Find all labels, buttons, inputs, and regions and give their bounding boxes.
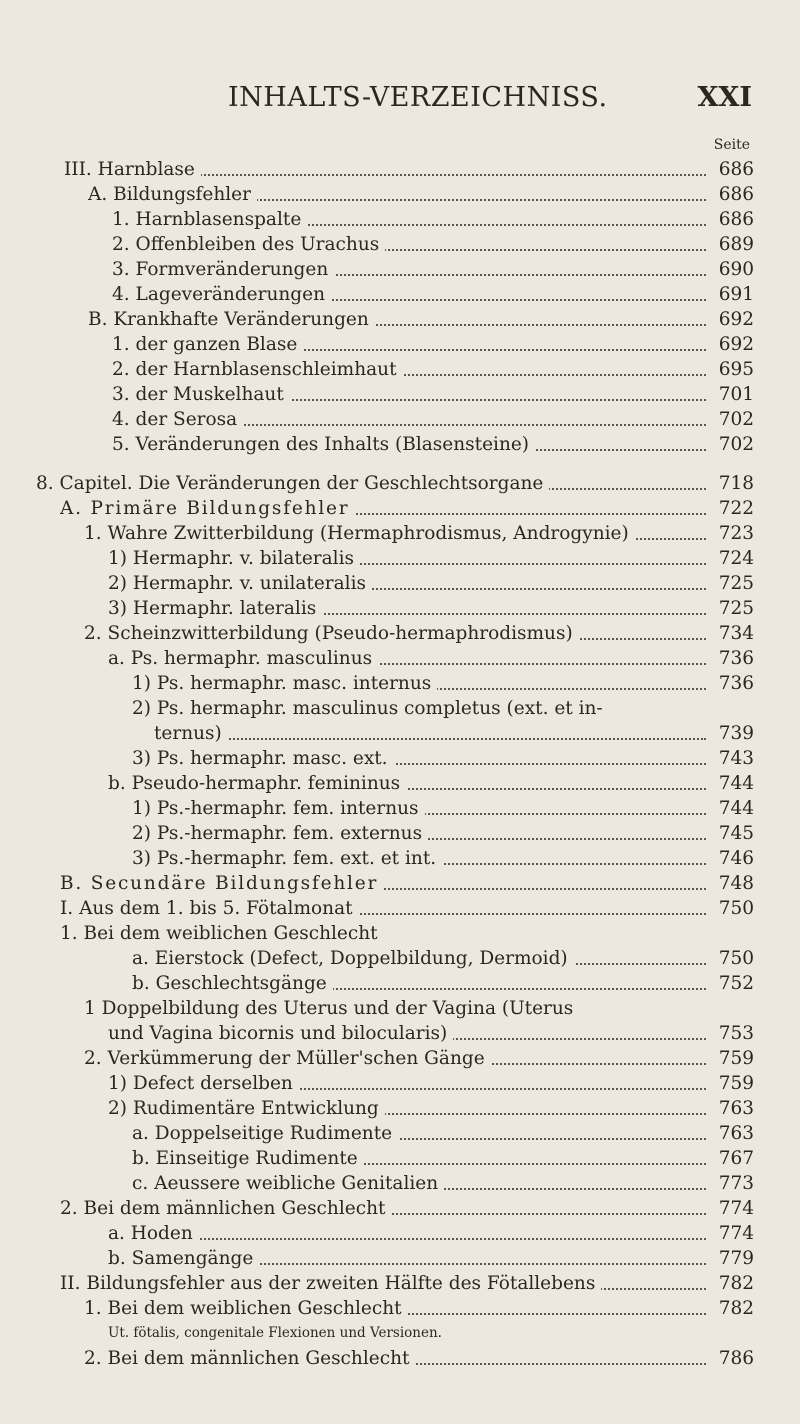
toc-entry: 3) Hermaphr. lateralis 725 [108, 598, 754, 619]
toc-entry: 1) Ps. hermaphr. masc. internus 736 [132, 673, 754, 694]
toc-entry: 4. Lageveränderungen 691 [112, 284, 754, 305]
toc-chapter: 8. Capitel. Die Veränderungen der Geschlechtsorgane 718 [36, 473, 754, 494]
toc-entry: 2) Hermaphr. v. unilateralis 725 [108, 573, 754, 594]
toc-entry: 2) Ps.-hermaphr. fem. externus 745 [132, 823, 754, 844]
toc-entry-continuation: und Vagina bicornis und bilocularis) 753 [108, 1023, 754, 1044]
toc-entry: 1 Doppelbildung des Uterus und der Vagina (Uterus [84, 996, 754, 1021]
toc-entry: 2. Verkümmerung der Müller'schen Gänge 759 [84, 1048, 754, 1069]
toc-entry: b. Pseudo-hermaphr. femininus 744 [108, 773, 754, 794]
toc-entry: 1. Harnblasenspalte 686 [112, 209, 754, 230]
toc-entry: c. Aeussere weibliche Genitalien 773 [132, 1173, 754, 1194]
toc-entry: 2. Bei dem männlichen Geschlecht 774 [60, 1198, 754, 1219]
toc-entry: 1) Defect derselben 759 [108, 1073, 754, 1094]
toc-entry: B. Krankhafte Veränderungen 692 [88, 309, 754, 330]
toc-entry: a. Ps. hermaphr. masculinus 736 [108, 648, 754, 669]
toc-entry: 5. Veränderungen des Inhalts (Blasensteine) 702 [112, 434, 754, 455]
toc-entry: A. Bildungsfehler 686 [88, 184, 754, 205]
toc-entry: II. Bildungsfehler aus der zweiten Hälfte des Fötallebens 782 [60, 1273, 754, 1294]
toc-entry: B. Secundäre Bildungsfehler 748 [60, 873, 754, 894]
toc-entry-continuation: ternus) 739 [154, 723, 754, 744]
toc-entry: 1) Ps.-hermaphr. fem. internus 744 [132, 798, 754, 819]
page-number: XXI [697, 82, 752, 113]
toc-entry: 2) Rudimentäre Entwicklung 763 [108, 1098, 754, 1119]
toc-entry: 3. der Muskelhaut 701 [112, 384, 754, 405]
toc-entry: a. Hoden 774 [108, 1223, 754, 1244]
toc-entry: 2) Ps. hermaphr. masculinus completus (ext. et in- [132, 696, 754, 721]
toc-entry: 4. der Serosa 702 [112, 409, 754, 430]
toc-entry: b. Samengänge 779 [108, 1248, 754, 1269]
toc-entry: 3) Ps.-hermaphr. fem. ext. et int. 746 [132, 848, 754, 869]
toc-entry: b. Geschlechtsgänge 752 [132, 973, 754, 994]
page-column-label: Seite [713, 137, 750, 153]
toc-entry: a. Eierstock (Defect, Doppelbildung, Dermoid) 750 [132, 948, 754, 969]
toc-entry: 1. Wahre Zwitterbildung (Hermaphrodismus, Androgynie) 723 [84, 523, 754, 544]
toc-entry: III. Harnblase 686 [64, 159, 754, 180]
toc-entry: A. Primäre Bildungsfehler 722 [60, 498, 754, 519]
toc-entry: a. Doppelseitige Rudimente 763 [132, 1123, 754, 1144]
toc-entry: 3. Formveränderungen 690 [112, 259, 754, 280]
toc-entry: 1) Hermaphr. v. bilateralis 724 [108, 548, 754, 569]
toc-entry: 2. Bei dem männlichen Geschlecht 786 [84, 1348, 754, 1369]
running-title: INHALTS-VERZEICHNISS. [228, 82, 608, 113]
toc-entry: Ut. fötalis, congenitale Flexionen und Versionen. [108, 1321, 754, 1346]
toc-entry: 2. Scheinzwitterbildung (Pseudo-hermaphrodismus) 734 [84, 623, 754, 644]
toc-entry: b. Einseitige Rudimente 767 [132, 1148, 754, 1169]
toc-entry: 2. Offenbleiben des Urachus 689 [112, 234, 754, 255]
toc-entry: 2. der Harnblasenschleimhaut 695 [112, 359, 754, 380]
toc-entry: 1. der ganzen Blase 692 [112, 334, 754, 355]
toc-entry: 1. Bei dem weiblichen Geschlecht [60, 921, 754, 946]
toc-entry: 1. Bei dem weiblichen Geschlecht 782 [84, 1298, 754, 1319]
toc-entry: 3) Ps. hermaphr. masc. ext. 743 [132, 748, 754, 769]
toc-entry: I. Aus dem 1. bis 5. Fötalmonat 750 [60, 898, 754, 919]
